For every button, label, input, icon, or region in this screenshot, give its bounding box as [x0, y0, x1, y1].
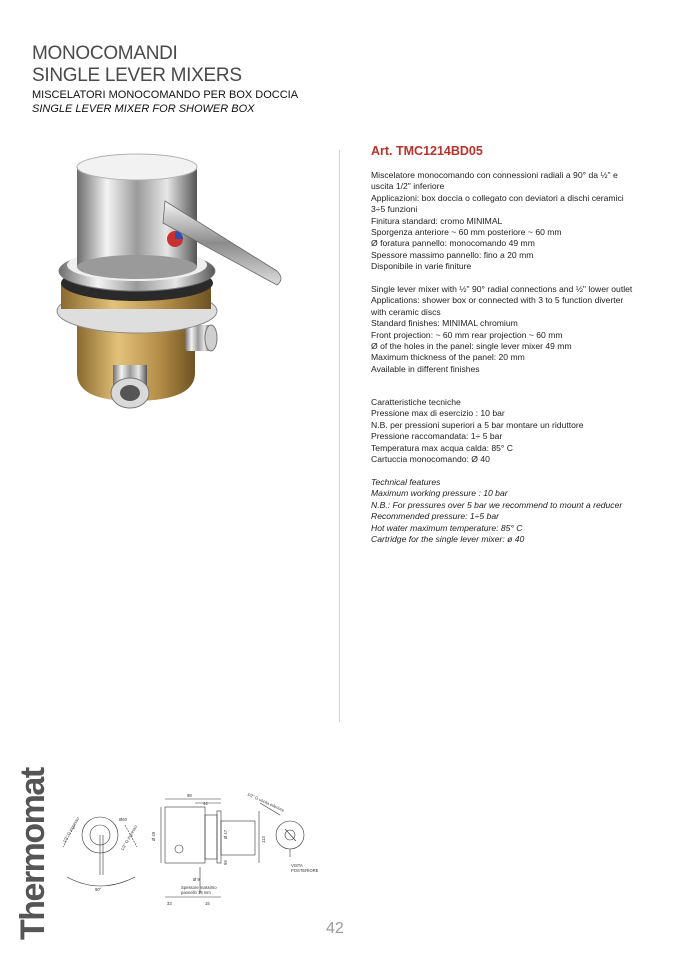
title-english: SINGLE LEVER MIXERS [32, 65, 242, 86]
product-image [55, 143, 295, 423]
drawing-label-inlet-left: 1/2" G ingresso [61, 816, 81, 844]
description-english [371, 284, 661, 375]
tech-it-line: Pressione max di esercizio : 10 bar [371, 408, 505, 419]
drawing-dim-15: 15 [205, 901, 210, 906]
drawing-label-thickness-2: pannello 15 mm [181, 890, 211, 895]
desc-en-line: Maximum thickness of the panel: 20 mm [371, 352, 525, 363]
column-divider [339, 150, 340, 722]
tech-it-line: Caratteristiche tecniche [371, 397, 461, 407]
tech-en-line: N.B.: For pressures over 5 bar we recommend to mount a reducer [371, 499, 623, 510]
drawing-dim-60: Ø60 [119, 817, 127, 822]
brand-logo-text: Thermomat [14, 768, 52, 940]
drawing-dim-33: 33 [167, 901, 172, 906]
desc-it-line: 3÷5 funzioni [371, 204, 418, 215]
tech-it-line: Temperatura max acqua calda: 85° C [371, 442, 513, 453]
subtitle-italian: MISCELATORI MONOCOMANDO PER BOX DOCCIA [32, 89, 299, 101]
title-italian: MONOCOMANDI [32, 43, 178, 64]
desc-en-line: Single lever mixer with ½" 90° radial connections and ½" lower outlet [371, 284, 633, 294]
drawing-dim-47: Ø 47 [223, 829, 228, 839]
technical-italian [371, 397, 661, 465]
tech-en-line: Technical features [371, 477, 441, 487]
drawing-dim-98: 98 [187, 793, 192, 798]
desc-it-line: uscita 1/2" inferiore [371, 181, 445, 192]
tech-it-line: Pressione raccomandata: 1÷ 5 bar [371, 431, 503, 442]
tech-en-line: Maximum working pressure : 10 bar [371, 488, 508, 499]
drawing-dim-49: Ø 49 [151, 831, 156, 841]
drawing-dim-9: Ø 9 [193, 877, 200, 882]
desc-it-line: Finitura standard: cromo MINIMAL [371, 215, 503, 226]
page-number: 42 [326, 920, 344, 937]
drawing-dim-59: 59 [223, 860, 228, 865]
drawing-dim-113: 113 [261, 836, 266, 843]
desc-en-line: Standard finishes: MINIMAL chromium [371, 318, 518, 329]
tech-it-line: N.B. per pressioni superiori a 5 bar montare un riduttore [371, 419, 584, 430]
desc-en-line: with ceramic discs [371, 306, 441, 317]
description-italian [371, 170, 661, 273]
tech-it-line: Cartuccia monocomando: Ø 40 [371, 454, 490, 465]
drawing-label-back-2: POSTERIORE [291, 868, 319, 873]
desc-en-line: Ø of the holes in the panel: single lever mixer 49 mm [371, 341, 572, 352]
article-code: Art. TMC1214BD05 [371, 144, 483, 158]
drawing-label-outlet: 1/2" G uscita inferiore [246, 791, 286, 813]
tech-en-line: Recommended pressure: 1÷5 bar [371, 511, 499, 522]
drawing-label-thickness-1: Spessore massimo [181, 885, 217, 890]
desc-en-line: Front projection: ~ 60 mm rear projection ~ 60 mm [371, 329, 563, 340]
technical-drawing [55, 785, 340, 915]
desc-en-line: Available in different finishes [371, 363, 480, 374]
desc-it-line: Sporgenza anteriore ~ 60 mm posteriore ~ 60 mm [371, 227, 562, 238]
tech-en-line: Hot water maximum temperature: 85° C [371, 522, 523, 533]
desc-en-line: Applications: shower box or connected with 3 to 5 function diverter [371, 295, 624, 306]
tech-en-line: Cartridge for the single lever mixer: ø 40 [371, 534, 525, 545]
drawing-label-inlet-right: 1/2" G ingresso [119, 824, 139, 852]
drawing-label-back-1: VISTA [291, 863, 303, 868]
desc-it-line: Ø foratura pannello: monocomando 49 mm [371, 238, 535, 249]
desc-it-line: Applicazioni: box doccia o collegato con deviatori a dischi ceramici [371, 192, 624, 203]
drawing-dim-44: 44 [203, 801, 208, 806]
desc-it-line: Miscelatore monocomando con connessioni radiali a 90° da ½" e [371, 170, 618, 180]
desc-it-line: Disponibile in varie finiture [371, 261, 472, 272]
drawing-angle: 90° [95, 887, 102, 892]
subtitle-english: SINGLE LEVER MIXER FOR SHOWER BOX [32, 103, 255, 115]
technical-english [371, 477, 661, 545]
brand-logo [8, 760, 52, 945]
desc-it-line: Spessore massimo pannello: fino a 20 mm [371, 249, 534, 260]
